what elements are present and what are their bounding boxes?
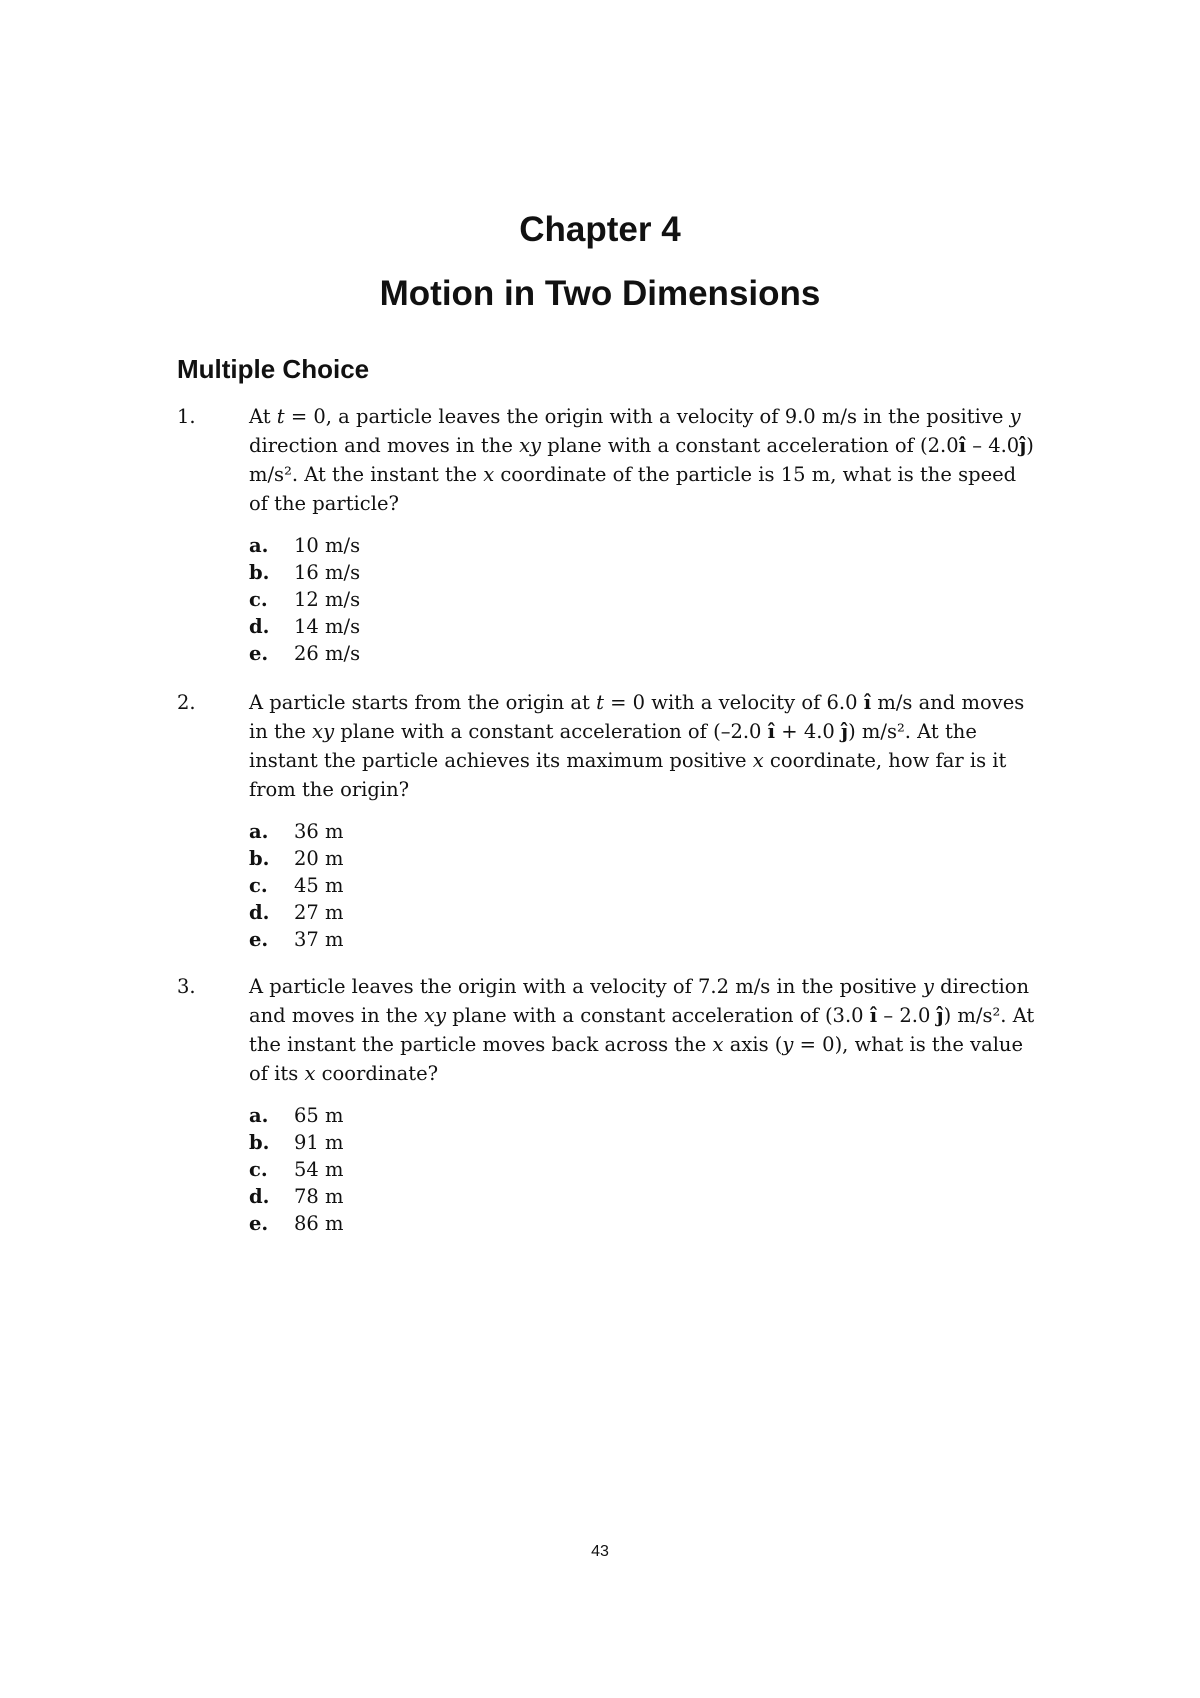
answer-choice[interactable] <box>249 1183 1037 1210</box>
text-run: = 0 with a velocity of 6.0 <box>603 691 864 714</box>
answer-choices <box>249 1102 1037 1237</box>
question-number: 3. <box>177 975 196 998</box>
math-variable: x <box>712 1033 724 1056</box>
question-text <box>249 972 1037 1088</box>
choice-letter: e. <box>249 928 269 951</box>
text-run: plane with a constant acceleration of (3.0 <box>446 1004 870 1027</box>
choice-letter: c. <box>249 588 268 611</box>
answer-choice[interactable] <box>249 872 1037 899</box>
math-variable: xy <box>424 1004 447 1027</box>
choice-letter: b. <box>249 561 270 584</box>
answer-choice[interactable] <box>249 899 1037 926</box>
question-1 <box>177 402 1037 683</box>
choice-letter: c. <box>249 1158 268 1181</box>
unit-vector: ĵ <box>936 1004 944 1027</box>
unit-vector: ĵ <box>841 720 849 743</box>
math-variable: xy <box>312 720 335 743</box>
text-run: ) m/s². At the instant the particle achieves its maximum positive <box>249 720 977 772</box>
question-text <box>249 688 1037 804</box>
answer-choice[interactable] <box>249 640 1037 667</box>
answer-choices <box>249 818 1037 953</box>
section-heading: Multiple Choice <box>177 354 370 384</box>
choice-text: 16 m/s <box>294 561 361 584</box>
question-number: 2. <box>177 691 196 714</box>
question-2 <box>177 688 1037 969</box>
choice-text: 10 m/s <box>294 534 361 557</box>
math-variable: y <box>922 975 934 998</box>
choice-text: 26 m/s <box>294 642 361 665</box>
text-run: = 0), what is the value of its <box>249 1033 1024 1085</box>
answer-choices <box>249 532 1037 667</box>
answer-choice[interactable] <box>249 532 1037 559</box>
text-run: A particle leaves the origin with a velocity of 7.2 m/s in the positive <box>249 975 923 998</box>
answer-choice[interactable] <box>249 818 1037 845</box>
text-run: – 4.0 <box>966 434 1020 457</box>
text-run: ) m/s². At the instant the <box>249 434 1034 486</box>
math-variable: t <box>276 405 285 428</box>
choice-letter: e. <box>249 642 269 665</box>
choice-letter: b. <box>249 1131 270 1154</box>
choice-text: 27 m <box>294 901 344 924</box>
text-run: m/s and moves in the <box>249 691 1025 743</box>
math-variable: y <box>1009 405 1021 428</box>
unit-vector: î <box>869 1004 878 1027</box>
choice-letter: c. <box>249 874 268 897</box>
unit-vector: î <box>958 434 967 457</box>
text-run: plane with a constant acceleration of (2.0 <box>541 434 959 457</box>
question-number: 1. <box>177 405 196 428</box>
text-run: axis ( <box>723 1033 783 1056</box>
math-variable: x <box>483 463 495 486</box>
text-run: coordinate, how far is it from the origin? <box>249 749 1007 801</box>
answer-choice[interactable] <box>249 559 1037 586</box>
math-variable: y <box>782 1033 794 1056</box>
text-run: At <box>249 405 277 428</box>
text-run: direction and moves in the <box>249 975 1030 1027</box>
text-run: ) m/s². At the instant the particle moves back across the <box>249 1004 1035 1056</box>
choice-text: 14 m/s <box>294 615 361 638</box>
text-run: direction and moves in the <box>249 434 520 457</box>
choice-letter: d. <box>249 1185 270 1208</box>
answer-choice[interactable] <box>249 1156 1037 1183</box>
answer-choice[interactable] <box>249 845 1037 872</box>
math-variable: xy <box>519 434 542 457</box>
math-variable: t <box>596 691 604 714</box>
choice-text: 86 m <box>294 1212 344 1235</box>
answer-choice[interactable] <box>249 1210 1037 1237</box>
answer-choice[interactable] <box>249 613 1037 640</box>
question-3 <box>177 972 1037 1253</box>
answer-choice[interactable] <box>249 926 1037 953</box>
page-number: 43 <box>591 1543 609 1560</box>
choice-text: 45 m <box>294 874 344 897</box>
choice-letter: a. <box>249 1104 269 1127</box>
answer-choice[interactable] <box>249 586 1037 613</box>
chapter-subtitle: Motion in Two Dimensions <box>379 274 821 313</box>
chapter-title: Chapter 4 <box>519 210 681 249</box>
choice-text: 54 m <box>294 1158 344 1181</box>
unit-vector: î <box>863 691 872 714</box>
choice-text: 36 m <box>294 820 344 843</box>
unit-vector: ĵ <box>1019 434 1027 457</box>
choice-letter: d. <box>249 901 270 924</box>
math-variable: x <box>304 1062 316 1085</box>
choice-letter: a. <box>249 820 269 843</box>
question-text <box>249 402 1037 518</box>
choice-text: 65 m <box>294 1104 344 1127</box>
choice-letter: d. <box>249 615 270 638</box>
math-variable: x <box>752 749 764 772</box>
choice-text: 91 m <box>294 1131 344 1154</box>
text-run: – 2.0 <box>877 1004 937 1027</box>
text-run: plane with a constant acceleration of (–2.0 <box>334 720 768 743</box>
choice-letter: b. <box>249 847 270 870</box>
choice-text: 20 m <box>294 847 344 870</box>
answer-choice[interactable] <box>249 1129 1037 1156</box>
text-run: coordinate of the particle is 15 m, what is the speed of the particle? <box>249 463 1017 515</box>
choice-text: 78 m <box>294 1185 344 1208</box>
unit-vector: î <box>767 720 776 743</box>
text-run: coordinate? <box>315 1062 439 1085</box>
choice-letter: e. <box>249 1212 269 1235</box>
text-run: A particle starts from the origin at <box>249 691 597 714</box>
answer-choice[interactable] <box>249 1102 1037 1129</box>
choice-text: 37 m <box>294 928 344 951</box>
text-run: + 4.0 <box>775 720 842 743</box>
text-run: = 0, a particle leaves the origin with a velocity of 9.0 m/s in the positive <box>284 405 1010 428</box>
choice-text: 12 m/s <box>294 588 361 611</box>
choice-letter: a. <box>249 534 269 557</box>
